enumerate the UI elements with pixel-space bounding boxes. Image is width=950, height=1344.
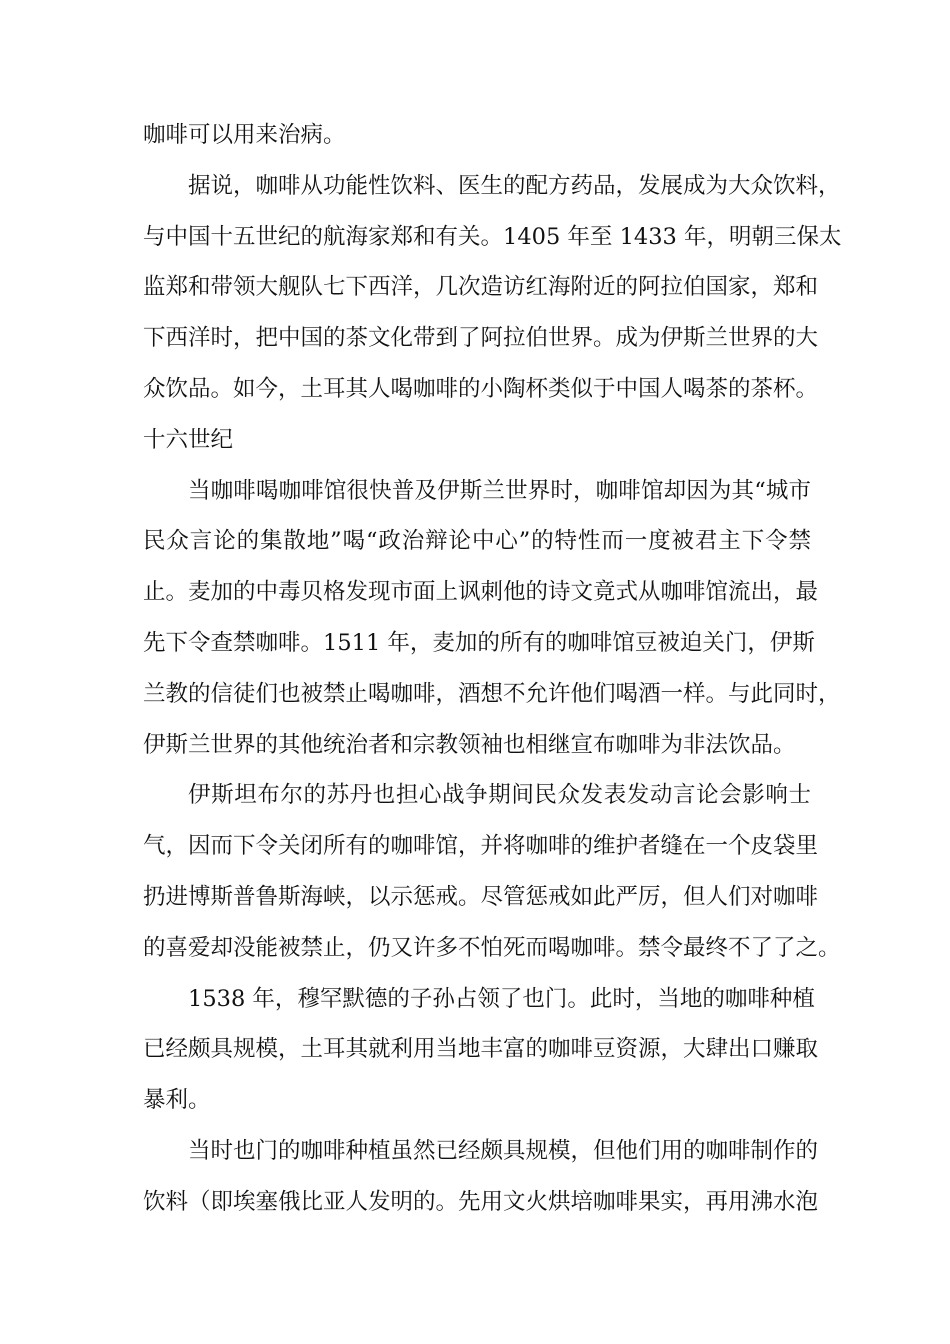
paragraph-line: 据说，咖啡从功能性饮料、医生的配方药品，发展成为大众饮料， (188, 172, 841, 199)
paragraph-line: 伊斯坦布尔的苏丹也担心战争期间民众发表发动言论会影响士 (188, 782, 811, 809)
paragraph-line: 咖啡可以用来治病。 (143, 122, 346, 148)
paragraph-line: 饮料（即埃塞俄比亚人发明的。先用文火烘培咖啡果实，再用沸水泡 (143, 1188, 819, 1215)
paragraph-line: 止。麦加的中毒贝格发现市面上讽刺他的诗文竟式从咖啡馆流出，最 (143, 579, 819, 606)
paragraph-line: 与中国十五世纪的航海家郑和有关。1405 年至 1433 年，明朝三保太 (143, 223, 842, 250)
paragraph-line: 当时也门的咖啡种植虽然已经颇具规模，但他们用的咖啡制作的 (188, 1137, 819, 1164)
paragraph-line: 监郑和带领大舰队七下西洋，几次造访红海附近的阿拉伯国家，郑和 (143, 274, 819, 301)
paragraph-line: 民众言论的集散地”喝“政治辩论中心”的特性而一度被君主下令禁 (143, 528, 811, 555)
paragraph-line: 当咖啡喝咖啡馆很快普及伊斯兰世界时，咖啡馆却因为其“城市 (188, 477, 811, 504)
paragraph-line: 十六世纪 (143, 426, 234, 453)
paragraph-line: 暴利。 (143, 1087, 211, 1114)
paragraph-line: 扔进博斯普鲁斯海峡，以示惩戒。尽管惩戒如此严厉，但人们对咖啡 (143, 883, 819, 910)
paragraph-line: 先下令查禁咖啡。1511 年，麦加的所有的咖啡馆豆被迫关门，伊斯 (143, 629, 815, 656)
paragraph-line: 众饮品。如今，土耳其人喝咖啡的小陶杯类似于中国人喝茶的茶杯。 (143, 375, 819, 402)
paragraph-line: 气，因而下令关闭所有的咖啡馆，并将咖啡的维护者缝在一个皮袋里 (143, 833, 819, 860)
document-body (143, 110, 842, 1228)
paragraph-line: 兰教的信徒们也被禁止喝咖啡，酒想不允许他们喝酒一样。与此同时， (143, 680, 841, 707)
paragraph-line: 的喜爱却没能被禁止，仍又许多不怕死而喝咖啡。禁令最终不了了之。 (143, 934, 841, 961)
paragraph-line: 1538 年，穆罕默德的子孙占领了也门。此时，当地的咖啡种植 (188, 985, 815, 1012)
paragraph-line: 已经颇具规模，土耳其就利用当地丰富的咖啡豆资源，大肆出口赚取 (143, 1036, 819, 1063)
paragraph-line: 下西洋时，把中国的茶文化带到了阿拉伯世界。成为伊斯兰世界的大 (143, 325, 819, 352)
paragraph-line: 伊斯兰世界的其他统治者和宗教领袖也相继宣布咖啡为非法饮品。 (143, 731, 796, 758)
